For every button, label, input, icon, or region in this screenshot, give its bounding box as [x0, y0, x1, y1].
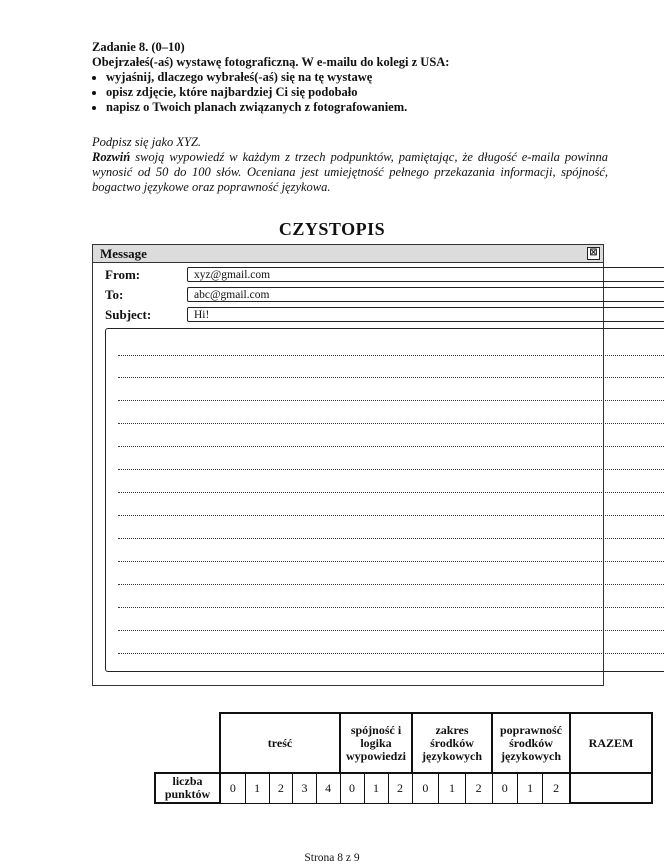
task-bullet-3: • napisz o Twoich planach związanych z fotografowaniem.	[106, 100, 612, 115]
writing-line	[118, 446, 664, 447]
task-bullet-2: • opisz zdjęcie, które najbardziej Ci się podobało	[106, 85, 612, 100]
zakres-point[interactable]: 2	[465, 773, 492, 803]
to-field[interactable]: abc@gmail.com	[187, 287, 664, 302]
header-poprawnosc: poprawność środków językowych	[492, 713, 570, 773]
spojnosc-point[interactable]: 2	[388, 773, 412, 803]
zakres-point[interactable]: 1	[439, 773, 466, 803]
close-icon[interactable]: ⊠	[587, 247, 600, 260]
writing-line	[118, 653, 664, 654]
spojnosc-point[interactable]: 1	[364, 773, 388, 803]
email-window-title: Message	[100, 246, 147, 261]
writing-line	[118, 492, 664, 493]
to-label: To:	[105, 287, 124, 302]
scoring-table	[154, 712, 653, 804]
writing-line	[118, 607, 664, 608]
row-label: liczba punktów	[155, 773, 220, 803]
writing-line	[118, 561, 664, 562]
scoring-header-row	[155, 713, 652, 773]
task-lead: Obejrzałeś(-aś) wystawę fotograficzną. W e-mailu do kolegi z USA:	[92, 55, 450, 69]
task-bullet-1: • wyjaśnij, dlaczego wybrałeś(-aś) się na tę wystawę	[106, 70, 612, 85]
zakres-point[interactable]: 0	[412, 773, 439, 803]
tresc-point[interactable]: 4	[316, 773, 340, 803]
from-label: From:	[105, 267, 141, 282]
header-tresc: treść	[220, 713, 340, 773]
task-title: Zadanie 8. (0–10)	[92, 40, 185, 54]
writing-line	[118, 584, 664, 585]
task-description	[92, 40, 612, 115]
email-body-area[interactable]	[105, 328, 664, 672]
writing-line	[118, 377, 664, 378]
subject-row	[93, 306, 603, 324]
writing-line	[118, 630, 664, 631]
subject-field[interactable]: Hi!	[187, 307, 664, 322]
email-form	[92, 244, 604, 686]
poprawnosc-point[interactable]: 0	[492, 773, 517, 803]
writing-line	[118, 538, 664, 539]
from-field[interactable]: xyz@gmail.com	[187, 267, 664, 282]
email-title-bar	[93, 245, 603, 263]
header-spojnosc: spójność i logika wypowiedzi	[340, 713, 412, 773]
develop-keyword: Rozwiń	[92, 150, 131, 164]
writing-line	[118, 423, 664, 424]
writing-line	[118, 515, 664, 516]
section-heading: CZYSTOPIS	[278, 219, 386, 239]
spojnosc-point[interactable]: 0	[340, 773, 364, 803]
sign-instruction: Podpisz się jako XYZ.	[92, 135, 202, 149]
task-bullets	[92, 70, 612, 115]
poprawnosc-point[interactable]: 2	[543, 773, 570, 803]
header-zakres: zakres środków językowych	[412, 713, 492, 773]
tresc-point[interactable]: 1	[245, 773, 269, 803]
from-row	[93, 266, 603, 284]
develop-text: swoją wypowiedź w każdym z trzech podpunktów, pamiętając, że długość e-maila powinna wynosić od 50 do 100 słów. Oceniana jest umiejętność pełnego przekazania informacji, spójność, bogactwo językowe oraz poprawność językowa.	[92, 150, 608, 194]
writing-line	[118, 469, 664, 470]
header-razem: RAZEM	[570, 713, 652, 773]
to-row	[93, 286, 603, 304]
tresc-point[interactable]: 2	[269, 773, 293, 803]
writing-line	[118, 400, 664, 401]
page-number: Strona 8 z 9	[304, 852, 360, 864]
poprawnosc-point[interactable]: 1	[517, 773, 542, 803]
tresc-point[interactable]: 0	[220, 773, 245, 803]
scoring-points-row	[155, 773, 652, 803]
instructions	[92, 135, 608, 195]
razem-cell[interactable]	[570, 773, 652, 803]
tresc-point[interactable]: 3	[293, 773, 317, 803]
develop-instruction	[92, 150, 608, 195]
writing-line	[118, 355, 664, 356]
blank-corner	[155, 713, 220, 773]
subject-label: Subject:	[105, 307, 152, 322]
